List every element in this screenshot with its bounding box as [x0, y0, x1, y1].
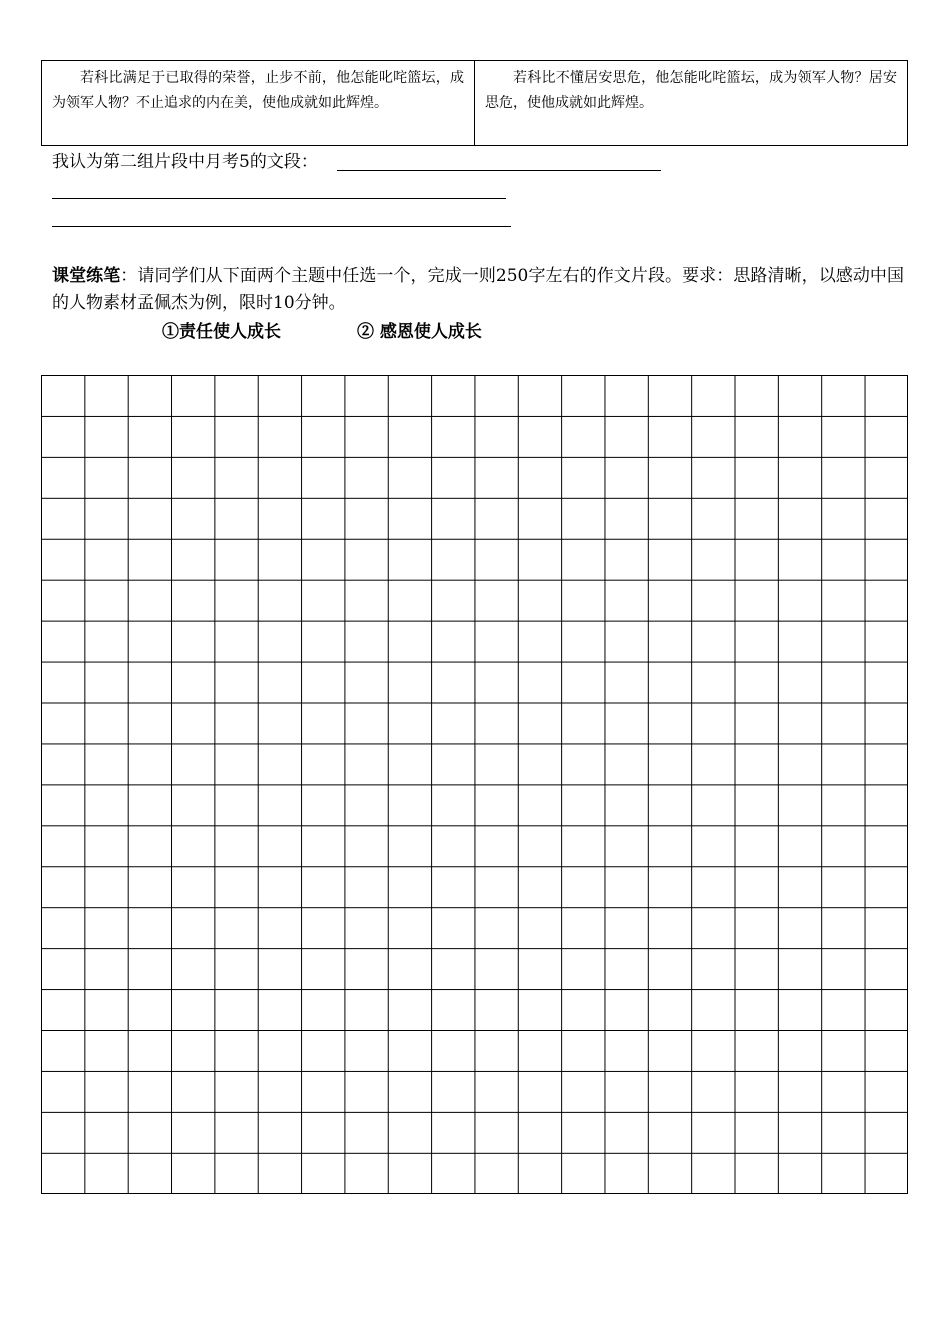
exercise-body: ：请同学们从下面两个主题中任选一个，完成一则250字左右的作文片段。要求：思路清晰，以感动中国的人物素材孟佩杰为例，限时10分钟。: [52, 266, 904, 313]
comparison-right-cell: 若科比不懂居安思危，他怎能叱咤篮坛，成为领军人物？居安思危，使他成就如此辉煌。: [485, 70, 897, 111]
topic-option-2: ② 感恩使人成长: [357, 322, 482, 342]
writing-grid[interactable]: [41, 375, 908, 1194]
exercise-instructions: [52, 263, 904, 317]
comparison-left-cell: 若科比满足于已取得的荣誉，止步不前，他怎能叱咤篮坛，成为领军人物？不止追求的内在美，使他成就如此辉煌。: [42, 61, 475, 145]
opinion-answer-line-2[interactable]: [52, 198, 506, 199]
comparison-table: [41, 60, 908, 146]
opinion-answer-line-3[interactable]: [52, 226, 511, 227]
topic-option-1: ①责任使人成长: [162, 322, 281, 342]
opinion-answer-line-1[interactable]: [337, 170, 661, 171]
opinion-prompt: 我认为第二组片段中月考5的文段：: [52, 152, 318, 172]
exercise-heading: 课堂练笔: [52, 266, 121, 286]
